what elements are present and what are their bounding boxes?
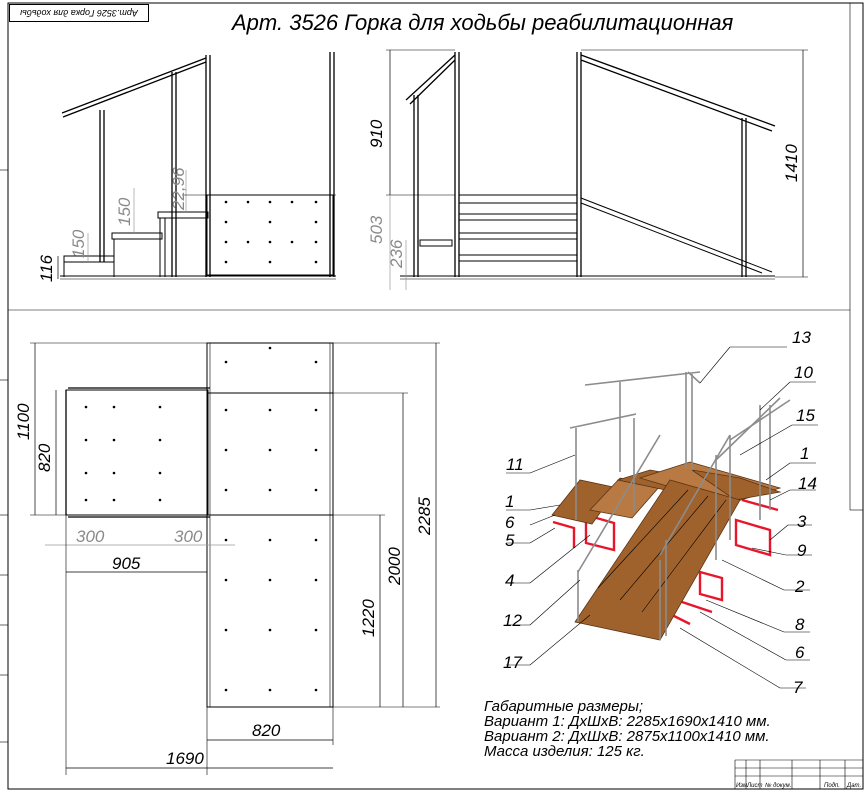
callout-10: 10: [794, 363, 813, 382]
tb-col-list: Лист: [747, 783, 763, 789]
plan-dim-1690: 1690: [166, 749, 204, 768]
plan-bolts: [85, 347, 318, 692]
front-handrail-right: [581, 55, 775, 126]
side-dim-150-b: 150: [115, 197, 134, 226]
callout-8: 8: [795, 615, 805, 634]
callout-5: 5: [505, 531, 515, 550]
tb-col-date: Дат.: [847, 783, 862, 789]
notes-variant-2: Вариант 2: ДхШхВ: 2875х1100х1410 мм.: [484, 728, 770, 745]
front-dim-1410: 1410: [782, 144, 801, 182]
sheet-frame: [8, 3, 863, 789]
callout-17: 17: [503, 653, 522, 672]
plan-view: [14, 343, 440, 775]
plan-dim-1220: 1220: [359, 599, 378, 637]
notes-heading: Габаритные размеры;: [484, 698, 644, 715]
callout-4: 4: [505, 571, 515, 590]
page-title: Арт. 3526 Горка для ходьбы реабилитационная: [232, 10, 734, 35]
plan-top-panel: [207, 343, 333, 393]
side-panel-bolts: [225, 201, 318, 264]
notes-mass: Масса изделия: 125 кг.: [484, 743, 645, 760]
callout-7: 7: [793, 678, 803, 697]
plan-dim-905: 905: [112, 554, 141, 573]
rotated-stamp: Арт.3526 Горка для ходьбы: [9, 4, 149, 22]
front-view: [367, 50, 808, 290]
left-margin-ticks: [0, 170, 8, 742]
side-dim-116: 116: [37, 254, 56, 282]
side-view: [37, 52, 336, 282]
front-step-mid: [459, 214, 577, 220]
side-dim-2296: 22,96: [169, 167, 188, 210]
tb-col-izm: Изм.: [736, 783, 749, 789]
plan-dim-820-bottom: 820: [252, 721, 281, 740]
front-step-low: [459, 255, 577, 261]
dimensions-notes: [484, 699, 854, 759]
tb-col-doc: № докум.: [765, 783, 792, 789]
callout-2: 2: [795, 577, 805, 596]
callout-13: 13: [792, 328, 811, 347]
plan-ramp: [207, 515, 333, 707]
callout-6-right: 6: [795, 643, 805, 662]
tb-col-sign: Подп.: [824, 783, 840, 789]
callout-14: 14: [798, 474, 817, 493]
front-dim-910: 910: [367, 119, 386, 148]
plan-dim-2285: 2285: [415, 497, 434, 535]
side-step-3: [158, 212, 208, 218]
front-ramp: [581, 198, 772, 272]
callout-15: 15: [796, 406, 815, 425]
front-handrail-left: [406, 55, 455, 100]
notes-variant-1: Вариант 1: ДхШхВ: 2285х1690х1410 мм.: [484, 713, 771, 730]
front-dim-503: 503: [367, 215, 386, 244]
callout-3: 3: [797, 512, 807, 531]
callout-1-right: 1: [800, 444, 810, 463]
plan-dim-820-left: 820: [35, 443, 54, 472]
iso-view: [503, 328, 818, 697]
plan-dim-1100: 1100: [14, 403, 33, 440]
front-dim-236: 236: [387, 239, 406, 268]
plan-dim-2000: 2000: [385, 547, 404, 585]
callout-1-left: 1: [505, 492, 515, 511]
plan-dim-300-b: 300: [174, 527, 203, 546]
callout-11: 11: [506, 455, 524, 474]
title-block: [735, 760, 865, 792]
side-step-2: [112, 233, 162, 239]
callout-6-left: 6: [505, 513, 515, 532]
plan-step-block: [66, 390, 208, 515]
plan-dim-300-a: 300: [76, 527, 105, 546]
front-step-top: [459, 195, 577, 203]
callout-9: 9: [797, 541, 807, 560]
callout-12: 12: [503, 611, 522, 630]
side-dim-150-a: 150: [69, 229, 88, 258]
side-handrail: [62, 58, 206, 113]
